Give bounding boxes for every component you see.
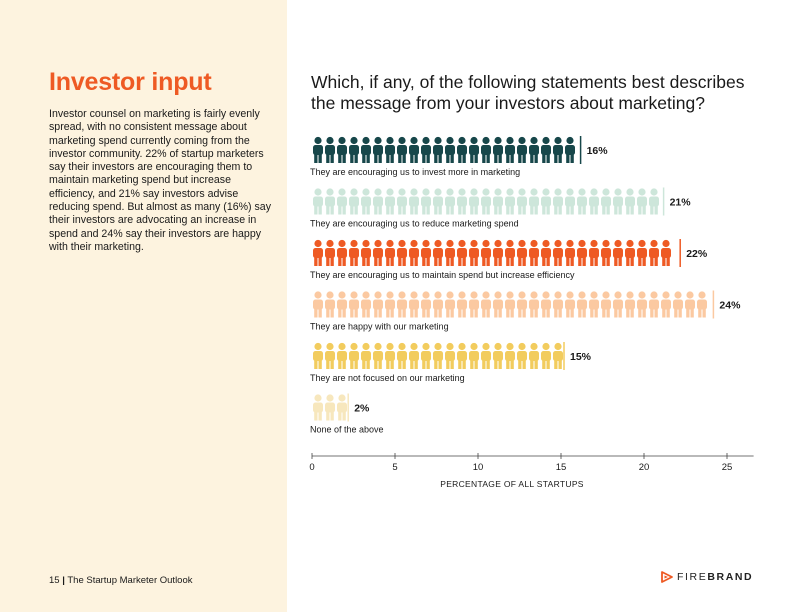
person-icon: [385, 188, 395, 214]
person-icon: [385, 291, 395, 317]
x-tick-label: 25: [721, 462, 733, 473]
person-icon: [325, 394, 335, 420]
x-tick-label: 5: [392, 462, 398, 473]
person-icon: [637, 240, 647, 266]
person-icon: [445, 137, 455, 163]
person-icon: [325, 291, 335, 317]
person-icon: [529, 343, 539, 369]
person-icon: [433, 240, 443, 266]
person-icon: [649, 240, 659, 266]
person-icon: [337, 240, 347, 266]
person-icon: [493, 188, 503, 214]
person-icon: [589, 240, 599, 266]
person-icon: [637, 188, 647, 214]
person-icon: [625, 240, 635, 266]
person-icon: [385, 343, 395, 369]
person-icon: [385, 240, 395, 266]
person-icon: [553, 188, 563, 214]
page-number: 15: [49, 575, 60, 586]
person-icon: [553, 343, 563, 369]
person-icon: [313, 240, 323, 266]
person-icon: [493, 343, 503, 369]
person-icon: [409, 291, 419, 317]
person-icon: [433, 343, 443, 369]
person-icon: [517, 343, 527, 369]
person-icon: [313, 343, 323, 369]
person-icon: [325, 137, 335, 163]
person-icon: [505, 343, 515, 369]
category-label: They are encouraging us to invest more in marketing: [310, 167, 521, 177]
person-icon: [481, 343, 491, 369]
x-axis-title: PERCENTAGE OF ALL STARTUPS: [440, 479, 584, 489]
chart-question: Which, if any, of the following statements best describes the message from your investors about marketing?: [311, 72, 745, 113]
data-label: 15%: [570, 351, 592, 363]
person-icon: [397, 137, 407, 163]
category-label: They are encouraging us to reduce marketing spend: [310, 218, 519, 229]
person-icon: [517, 137, 527, 163]
category-label: They are not focused on our marketing: [310, 373, 465, 383]
footer-separator: |: [62, 575, 65, 586]
category-label: They are encouraging us to maintain spend but increase efficiency: [310, 270, 575, 280]
person-icon: [505, 240, 515, 266]
person-icon: [349, 343, 359, 369]
page-footer: [49, 575, 193, 586]
person-icon: [577, 188, 587, 214]
person-icon: [337, 137, 347, 163]
person-icon: [409, 343, 419, 369]
bar-row: [310, 136, 608, 177]
person-icon: [637, 291, 647, 317]
person-icon: [517, 188, 527, 214]
person-icon: [529, 291, 539, 317]
person-icon: [373, 343, 383, 369]
person-icon: [673, 291, 683, 317]
person-icon: [601, 240, 611, 266]
firebrand-logo: [661, 571, 753, 583]
person-icon: [649, 291, 659, 317]
person-icon: [601, 188, 611, 214]
person-icon: [481, 137, 491, 163]
bar-row: [310, 188, 691, 229]
person-icon: [349, 188, 359, 214]
person-icon: [433, 137, 443, 163]
person-icon: [313, 188, 323, 214]
person-icon: [421, 137, 431, 163]
publication-title: The Startup Marketer Outlook: [67, 575, 193, 586]
person-icon: [541, 137, 551, 163]
x-axis: [309, 453, 753, 489]
person-icon: [409, 137, 419, 163]
person-icon: [469, 188, 479, 214]
section-title: Investor input: [49, 68, 212, 96]
person-icon: [445, 188, 455, 214]
person-icon: [457, 137, 467, 163]
person-icon: [661, 240, 671, 266]
person-icon: [505, 291, 515, 317]
person-icon: [373, 188, 383, 214]
person-icon: [541, 343, 551, 369]
person-icon: [529, 188, 539, 214]
person-icon: [589, 291, 599, 317]
person-icon: [325, 240, 335, 266]
person-icon: [349, 240, 359, 266]
person-icon: [397, 188, 407, 214]
person-icon: [445, 291, 455, 317]
person-icon: [313, 394, 323, 420]
person-icon: [625, 188, 635, 214]
bar-row: [310, 342, 592, 383]
logo-wordmark: [677, 571, 753, 583]
person-icon: [589, 188, 599, 214]
person-icon: [469, 137, 479, 163]
x-tick-label: 0: [309, 462, 315, 473]
pictogram-chart: [300, 125, 770, 495]
data-label: 24%: [719, 299, 741, 312]
person-icon: [421, 240, 431, 266]
person-icon: [361, 137, 371, 163]
person-icon: [685, 291, 695, 317]
person-icon: [373, 137, 383, 163]
person-icon: [337, 291, 347, 317]
person-icon: [577, 240, 587, 266]
person-icon: [469, 343, 479, 369]
bar-row: [310, 291, 741, 332]
person-icon: [361, 291, 371, 317]
person-icon: [553, 291, 563, 317]
person-icon: [397, 240, 407, 266]
person-icon: [361, 240, 371, 266]
person-icon: [313, 291, 323, 317]
person-icon: [397, 291, 407, 317]
person-icon: [373, 240, 383, 266]
person-icon: [445, 343, 455, 369]
person-icon: [493, 240, 503, 266]
person-icon: [565, 188, 575, 214]
x-tick-label: 10: [472, 462, 484, 473]
category-label: None of the above: [310, 424, 384, 435]
person-icon: [457, 291, 467, 317]
person-icon: [469, 291, 479, 317]
person-icon: [613, 240, 623, 266]
person-icon: [541, 240, 551, 266]
data-label: 22%: [686, 248, 708, 260]
person-icon: [337, 394, 347, 420]
x-tick-label: 20: [638, 462, 650, 473]
person-icon: [565, 291, 575, 317]
person-icon: [397, 343, 407, 369]
person-icon: [481, 291, 491, 317]
person-icon: [421, 188, 431, 214]
person-icon: [493, 291, 503, 317]
person-icon: [421, 343, 431, 369]
category-label: They are happy with our marketing: [310, 321, 449, 332]
person-icon: [529, 137, 539, 163]
person-icon: [613, 188, 623, 214]
data-label: 16%: [586, 145, 608, 157]
person-icon: [625, 291, 635, 317]
bar-row: [310, 239, 708, 280]
person-icon: [565, 137, 575, 163]
person-icon: [481, 188, 491, 214]
person-icon: [433, 188, 443, 214]
person-icon: [481, 240, 491, 266]
logo-text-bold: BRAND: [707, 571, 754, 583]
person-icon: [577, 291, 587, 317]
person-icon: [349, 137, 359, 163]
person-icon: [457, 343, 467, 369]
person-icon: [445, 240, 455, 266]
person-icon: [325, 343, 335, 369]
person-icon: [613, 291, 623, 317]
section-body-text: Investor counsel on marketing is fairly evenly spread, with no consistent message about marketing spend currently coming from the investor community. 22% of startup marketers say their investors are encouraging them to maintain marketing spend but increase efficiency, and 21% say investors advise reducing spend. But almost as many (16%) say their investors are advocating an increase in spend and 24% say their investors are happy with their marketing.: [49, 108, 271, 253]
person-icon: [409, 240, 419, 266]
person-icon: [457, 188, 467, 214]
person-icon: [361, 343, 371, 369]
person-icon: [661, 291, 671, 317]
firebrand-play-icon: [661, 571, 673, 583]
person-icon: [409, 188, 419, 214]
person-icon: [601, 291, 611, 317]
bar-row: [310, 394, 384, 435]
person-icon: [469, 240, 479, 266]
person-icon: [325, 188, 335, 214]
person-icon: [421, 291, 431, 317]
person-icon: [505, 188, 515, 214]
person-icon: [505, 137, 515, 163]
sidebar-panel: [0, 0, 287, 612]
person-icon: [649, 188, 659, 214]
person-icon: [697, 291, 707, 317]
person-icon: [361, 188, 371, 214]
x-tick-label: 15: [555, 462, 567, 473]
person-icon: [553, 137, 563, 163]
data-label: 21%: [669, 196, 691, 209]
person-icon: [529, 240, 539, 266]
person-icon: [457, 240, 467, 266]
person-icon: [433, 291, 443, 317]
data-label: 2%: [354, 402, 370, 415]
person-icon: [517, 291, 527, 317]
person-icon: [337, 188, 347, 214]
person-icon: [313, 137, 323, 163]
person-icon: [349, 291, 359, 317]
person-icon: [541, 188, 551, 214]
logo-text-light: FIRE: [677, 571, 708, 583]
person-icon: [337, 343, 347, 369]
person-icon: [385, 137, 395, 163]
person-icon: [373, 291, 383, 317]
person-icon: [493, 137, 503, 163]
person-icon: [541, 291, 551, 317]
person-icon: [517, 240, 527, 266]
person-icon: [565, 240, 575, 266]
person-icon: [553, 240, 563, 266]
